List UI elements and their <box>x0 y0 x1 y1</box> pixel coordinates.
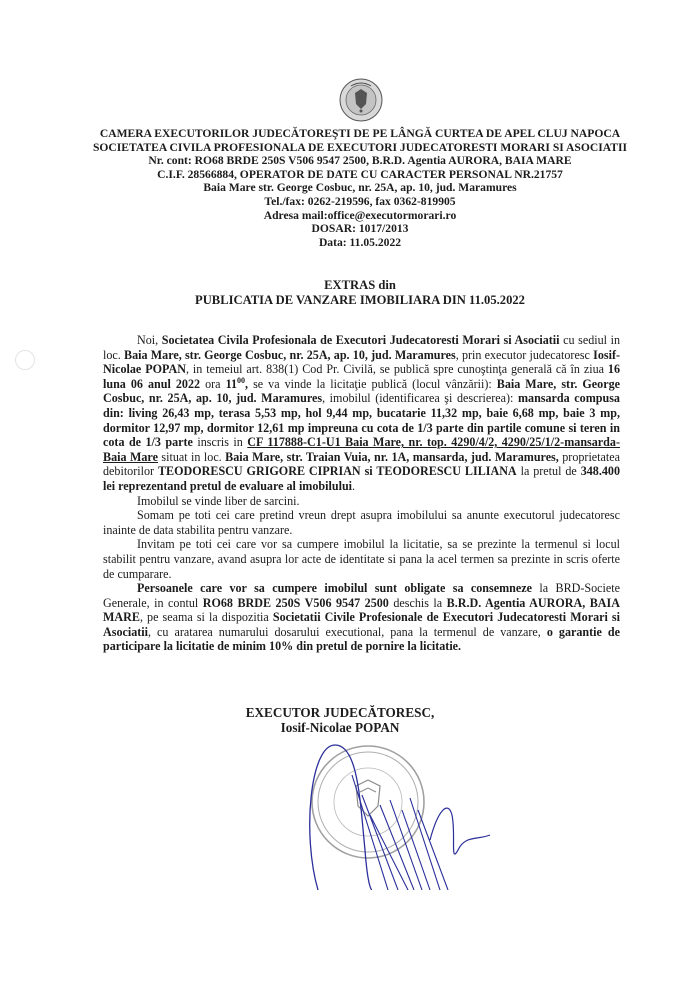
header-date: Data: 11.05.2022 <box>318 235 402 249</box>
paragraph-announcement <box>103 333 620 494</box>
bold-text: Baia Mare, str. George Cosbuc, nr. 25A, ap. 10, jud. Maramures <box>124 347 456 362</box>
header-cif: C.I.F. 28566884, OPERATOR DE DATE CU CARACTER PERSONAL NR.21757 <box>157 167 563 181</box>
paragraph-guarantee <box>103 581 620 654</box>
document-body <box>103 333 620 654</box>
header-email: Adresa mail:office@executormorari.ro <box>263 208 457 222</box>
coat-of-arms-seal-icon <box>339 78 383 122</box>
paragraph-invitation: Invitam pe toti cei care vor sa cumpere imobilul la licitatie, sa se prezinte la termenul si locul stabilit pentru vanzare, avand asupra lor acte de identitate si pana la acel termen sa prezinte in scris oferte de cumparare. <box>103 537 620 581</box>
text: la BRD-Societe Generale, in contul <box>103 581 620 610</box>
text: , imobilul (identificarea şi descrierea): <box>322 391 518 406</box>
sale-date: 16 luna 06 anul 2022 <box>103 362 620 391</box>
header-account: Nr. cont: RO68 BRDE 250S V506 9547 2500, B.R.D. Agentia AURORA, BAIA MARE <box>148 154 572 168</box>
guarantee-condition: o garantie de participare la licitatie de minim 10% din pretul de pornire la licitatie. <box>103 624 620 654</box>
handwritten-signature <box>280 740 520 890</box>
land-registry-reference: CF 117888-C1-U1 Baia Mare, nr. top. 4290/4/2, 4290/25/1/2-mansarda-Baia Mare <box>103 435 620 464</box>
paragraph-free-of-charges: Imobilul se vinde liber de sarcini. <box>137 493 300 508</box>
text: proprietatea debitorilor <box>103 449 620 479</box>
paragraph-summons: Somam pe toti cei care pretind vreun drept asupra imobilului sa anunte executorul judecatoresc inainte de data stabilita pentru vanzare. <box>103 508 620 537</box>
header-chamber: CAMERA EXECUTORILOR JUDECĂTOREŞTI DE PE LÂNGĂ CURTEA DE APEL CLUJ NAPOCA <box>99 127 621 140</box>
bold-text: Iosif-Nicolae POPAN <box>103 347 620 377</box>
text: Noi, <box>137 333 162 347</box>
header-address: Baia Mare str. George Cosbuc, nr. 25A, ap. 10, jud. Maramures <box>203 181 517 195</box>
text: situat in loc. <box>157 449 226 464</box>
signature-block <box>200 705 480 735</box>
evaluation-price: 348.400 lei reprezentand pretul de evaluare al imobilului <box>103 464 620 493</box>
bold-text: , <box>245 376 249 391</box>
text: se va vinde la licitaţie publică (locul vânzării): <box>248 376 497 391</box>
text: ora <box>200 376 226 391</box>
bank-branch: B.R.D. Agentia AURORA, BAIA MARE <box>103 595 620 625</box>
title-line-1: EXTRAS din <box>324 278 396 292</box>
header-company: SOCIETATEA CIVILA PROFESIONALA DE EXECUTORI JUDECATORESTI MORARI SI ASOCIATII <box>92 140 628 154</box>
executor-name: Iosif-Nicolae POPAN <box>280 720 400 735</box>
header-phone: Tel./fax: 0262-219596, fax 0362-819905 <box>264 194 456 208</box>
bold-text: Societatea Civila Profesionala de Executori Judecatoresti Morari si Asociatii <box>161 333 560 347</box>
executor-title: EXECUTOR JUDECĂTORESC, <box>245 705 435 720</box>
text: , cu aratarea numarului dosarului executional, pana la termenul de vanzare, <box>148 624 547 639</box>
property-description: mansarda compusa din: living 26,43 mp, terasa 5,53 mp, hol 9,44 mp, bucatarie 11,32 mp, baie 6,68 mp, baie 3 mp, dormitor 12,97 mp, dormitor 12,61 mp impreuna cu cota de 1/3 parte din partile comune si teren in cota de 1/3 parte <box>103 391 620 450</box>
text: . <box>352 478 356 493</box>
sale-minutes: 00 <box>237 375 246 385</box>
letterhead <box>60 127 660 249</box>
bold-text: Persoanele care vor sa cumpere imobilul sunt obligate sa consemneze <box>137 581 532 596</box>
bank-account: RO68 BRDE 250S V506 9547 2500 <box>202 595 389 610</box>
property-address: Baia Mare, str. Traian Vuia, nr. 1A, mansarda, jud. Maramures, <box>225 449 559 464</box>
sale-hour: 11 <box>225 376 238 391</box>
text: inscris in <box>192 435 248 450</box>
text: cu sediul in loc. <box>103 333 621 362</box>
bold-text: Societatii Civile Profesionale de Executori Judecatoresti Morari si Asociatii <box>103 610 620 639</box>
debtors-names: TEODORESCU GRIGORE CIPRIAN si TEODORESCU LILIANA <box>157 464 517 479</box>
header-dosar: DOSAR: 1017/2013 <box>311 222 409 236</box>
sale-location: Baia Mare, str. George Cosbuc, nr. 25A, ap. 10, jud. Maramures <box>103 376 620 406</box>
text: , in temeiul art. 838(1) Cod Pr. Civilă, se publică spre cunoştinţa generală că în ziua <box>185 362 608 377</box>
document-title <box>60 278 660 307</box>
text: deschis la <box>388 595 447 610</box>
text: , prin executor judecatoresc <box>455 347 594 362</box>
text: la pretul de <box>516 464 581 479</box>
title-line-2: PUBLICATIA DE VANZARE IMOBILIARA DIN 11.05.2022 <box>195 292 525 307</box>
text: , pe seama si la dispozitia <box>139 610 273 625</box>
punch-hole-mark <box>15 350 35 370</box>
